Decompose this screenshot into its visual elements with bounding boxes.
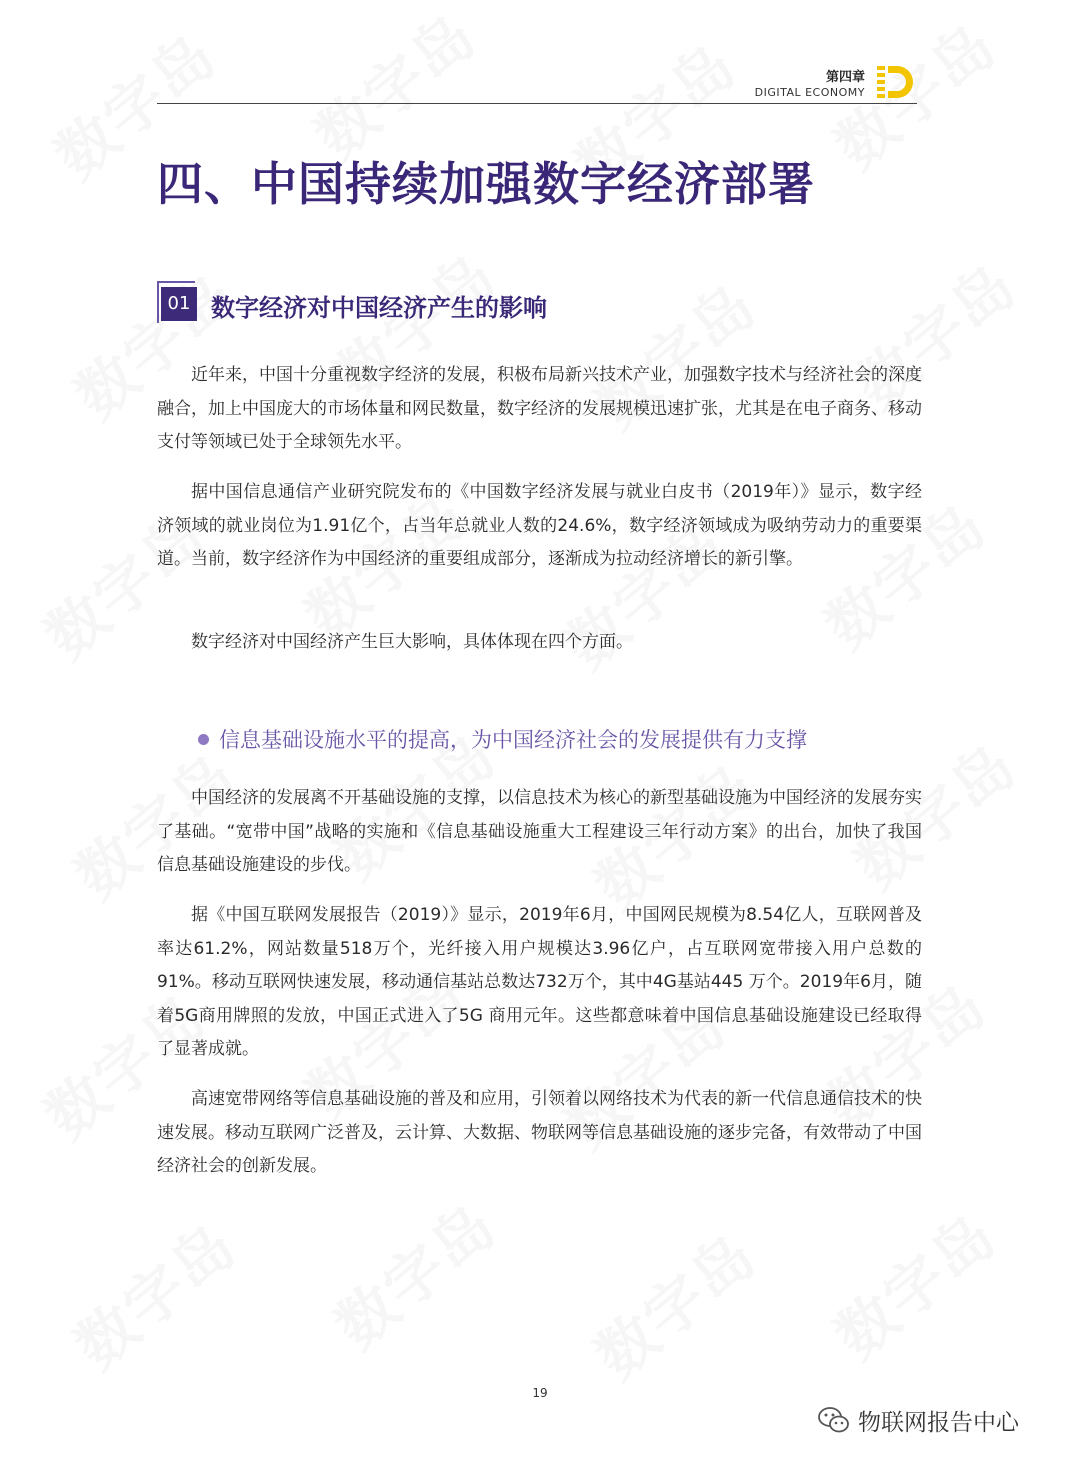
paragraph: 据《中国互联网发展报告（2019）》显示，2019年6月，中国网民规模为8.54亿人，互联网普及率达61.2%，网站数量518万个，光纤接入用户规模达3.96亿户，占互联网宽带接入用户总数的91%。移动互联网快速发展，移动通信基站总数达732万个，其中4G基站445 万个。2019年6月，随着5G商用牌照的发放，中国正式进入了5G 商用元年。这些都意味着中国信息基础设施建设已经取得了显著成就。: [157, 905, 922, 1059]
source-name: 物联网报告中心: [858, 1410, 1019, 1436]
chapter-label: 第四章: [825, 70, 865, 85]
paragraph: 高速宽带网络等信息基础设施的普及和应用，引领着以网络技术为代表的新一代信息通信技术的快速发展。移动互联网广泛普及，云计算、大数据、物联网等信息基础设施的逐步完备，有效带动了中国经济社会的创新发展。: [157, 1089, 922, 1176]
page-number: 19: [532, 1386, 548, 1400]
subheading: [198, 724, 807, 754]
header-subtitle: DIGITAL ECONOMY: [754, 86, 865, 99]
letter-d-logo-icon: [877, 64, 913, 100]
watermark-text: [814, 1190, 1012, 1375]
bullet-dot-icon: [198, 734, 209, 745]
header-divider: [157, 103, 917, 104]
watermark-text: [54, 1200, 252, 1385]
paragraph: 数字经济对中国经济产生巨大影响，具体体现在四个方面。: [191, 632, 633, 652]
watermark-text: [314, 1180, 512, 1365]
page-header: [157, 60, 917, 104]
paragraph: 中国经济的发展离不开基础设施的支撑，以信息技术为核心的新型基础设施为中国经济的发展夯实了基础。“宽带中国”战略的实施和《信息基础设施重大工程建设三年行动方案》的出台，加快了我国信息基础设施建设的步伐。: [157, 788, 922, 875]
paragraph: 据中国信息通信产业研究院发布的《中国数字经济发展与就业白皮书（2019年）》显示，数字经济领域的就业岗位为1.91亿个，占当年总就业人数的24.6%，数字经济领域成为吸纳劳动力的重要渠道。当前，数字经济作为中国经济的重要组成部分，逐渐成为拉动经济增长的新引擎。: [157, 482, 922, 569]
section-number: 01: [161, 287, 197, 321]
paragraph: 近年来，中国十分重视数字经济的发展，积极布局新兴技术产业，加强数字技术与经济社会的深度融合，加上中国庞大的市场体量和网民数量，数字经济的发展规模迅速扩张，尤其是在电子商务、移动支付等领域已处于全球领先水平。: [157, 365, 922, 452]
subheading-text: 信息基础设施水平的提高，为中国经济社会的发展提供有力支撑: [219, 728, 807, 752]
page-title: 四、中国持续加强数字经济部署: [157, 157, 815, 211]
watermark-text: [574, 1210, 772, 1395]
wechat-icon: [818, 1406, 850, 1434]
section-title: 数字经济对中国经济产生的影响: [211, 294, 547, 322]
